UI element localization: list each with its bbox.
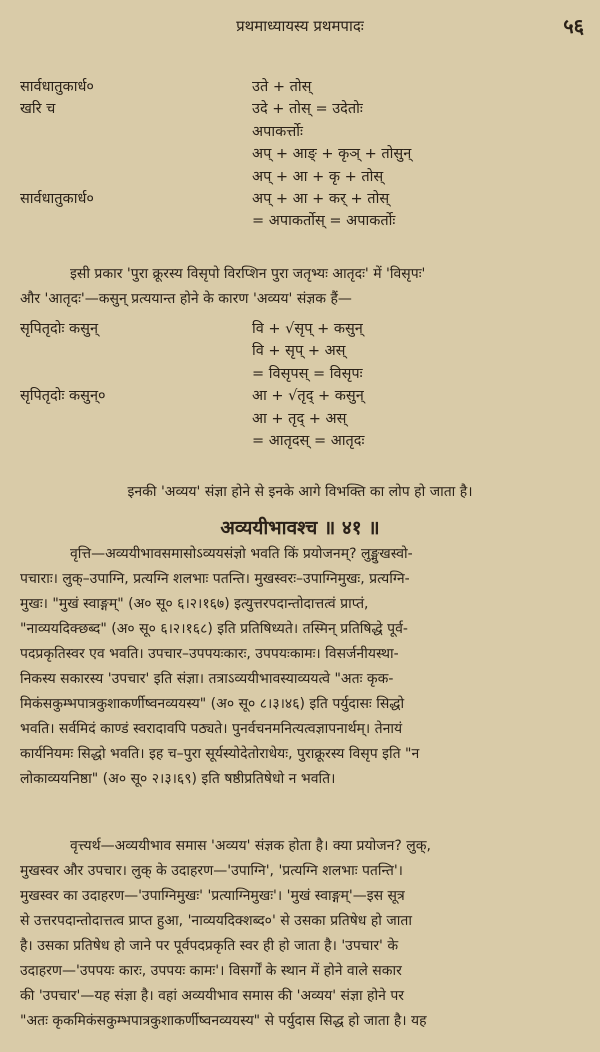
derivation-form: वि + √सृप् + कसुन् [252, 321, 363, 337]
derivation-form: = आतृदस् = आतृदः [252, 432, 365, 449]
text-line: वृत्त्यर्थ—अव्ययीभाव समास 'अव्यय' संज्ञक होता है। क्या प्रयोजन? लुक्, [70, 838, 431, 854]
text-line: से उत्तरपदान्तोदात्तत्व प्राप्त हुआ, 'नाव्ययदिक्शब्द०' से उसका प्रतिषेध हो जाता [20, 913, 412, 929]
text-line: कार्यनियमः सिद्धो भवति। इह च–पुरा सूर्यस्योदेतोराधेयः, पुराक्रूरस्य विसृप इति "न [20, 746, 420, 762]
derivation-row [20, 188, 590, 210]
vritti-paragraph [20, 542, 580, 792]
text-line: निकस्य सकारस्य 'उपचार' इति संज्ञा। तत्राऽव्ययीभावस्याव्ययत्वे "अतः कृक- [20, 671, 394, 687]
text-line: उदाहरण—'उपपयः कारः, उपपयः कामः'। विसर्गों के स्थान में होने वाले सकार [20, 963, 402, 979]
text-line: मिकंसकुम्भपात्रकुशाकर्णीष्वनव्ययस्य" (अ० सू० ८।३।४६) इति पर्युदासः सिद्धो [20, 696, 405, 712]
text-line: पचाराः। लुक्–उपाग्नि, प्रत्यग्नि शलभाः पतन्ति। मुखस्वरः–उपाग्निमुखः, प्रत्यग्नि- [20, 571, 410, 587]
text-line: और 'आतृदः'—कसुन् प्रत्ययान्त होने के कारण 'अव्यय' संज्ञक हैं— [20, 291, 352, 307]
derivation-row [20, 98, 590, 120]
derivation-form: अप् + आ + कर् + तोस् [252, 190, 390, 207]
derivation-row [20, 166, 590, 188]
derivation-row [20, 318, 590, 340]
text-line: मुखस्वर का उदाहरण—'उपाग्निमुखः' 'प्रत्याग्निमुखः'। 'मुखं स्वाङ्गम्'—इस सूत्र [20, 888, 405, 904]
derivation-form: आ + √तृद् + कसुन् [252, 388, 364, 405]
derivation-row [20, 430, 590, 452]
rule-label: सृपितृदोः कसुन् [20, 321, 99, 337]
intro-paragraph [20, 262, 580, 312]
derivation-form: = विसृपस् = विसृपः [252, 365, 363, 382]
rule-label: सृपितृदोः कसुन्० [20, 388, 106, 405]
page-number: ५६ [563, 14, 584, 38]
text-line: पदप्रकृतिस्वर एव भवति। उपचार–उपपयःकारः, उपपयःकामः। विसर्जनीयस्था- [20, 646, 399, 662]
text-line: मुखः। "मुखं स्वाङ्गम्" (अ० सू० ६।२।१६७) इत्युत्तरपदान्तोदात्तत्वं प्राप्तं, [20, 596, 369, 612]
derivation-form: आ + तृद् + अस् [252, 410, 347, 427]
text-line: लोकाव्ययनिष्ठा" (अ० सू० २।३।६९) इति षष्ठीप्रतिषेधो न भवति। [20, 771, 336, 787]
text-line: है। उसका प्रतिषेध हो जाने पर पूर्वपदप्रकृति स्वर ही हो जाता है। 'उपचार' के [20, 938, 399, 954]
text-line: "अतः कृकमिकंसकुम्भपात्रकुशाकर्णीष्वनव्ययस्य" से पर्युदास सिद्ध हो जाता है। यह [20, 1013, 427, 1029]
derivation-form: अपाकर्त्तोः [252, 123, 303, 140]
text-line: भवति। सर्वमिदं काण्डं स्वरादावपि पठ्यते। पुनर्वचनमनित्यत्वज्ञापनार्थम्। तेनायं [20, 721, 403, 737]
running-title: प्रथमाध्यायस्य प्रथमपादः [236, 17, 364, 35]
derivation-row [20, 385, 590, 407]
closing-line: इनकी 'अव्यय' संज्ञा होने से इनके आगे विभक्ति का लोप हो जाता है। [127, 484, 473, 500]
derivation-row [20, 340, 590, 362]
derivation-form: वि + सृप् + अस् [252, 343, 346, 360]
text-line: वृत्ति—अव्ययीभावसमासोऽव्ययसंज्ञो भवति किं प्रयोजनम्? लुङ्मुखस्वो- [70, 546, 413, 562]
derivation-form: उते + तोस् [252, 79, 312, 95]
derivation-block-1 [20, 76, 590, 233]
derivation-form: अप् + आङ् + कृञ् + तोसुन् [252, 146, 412, 163]
derivation-row [20, 363, 590, 385]
page-header [0, 0, 600, 46]
derivation-row [20, 76, 590, 98]
rule-label: सार्वधातुकार्ध० [20, 79, 94, 95]
sutra-title: अव्ययीभावश्च ॥ ४१ ॥ [220, 517, 380, 539]
text-line: मुखस्वर और उपचार। लुक् के उदाहरण—'उपाग्नि', 'प्रत्यग्नि शलभाः पतन्ति'। [20, 863, 403, 879]
derivation-row [20, 408, 590, 430]
rule-label: सार्वधातुकार्ध० [20, 190, 94, 207]
derivation-form: उदे + तोस् = उदेतोः [252, 101, 363, 118]
text-line: "नाव्ययदिक्छब्द" (अ० सू० ६।२।१६८) इति प्रतिषिध्यते। तस्मिन् प्रतिषिद्धे पूर्व- [20, 621, 408, 637]
derivation-row [20, 210, 590, 232]
derivation-form: = अपाकर्तोस् = अपाकर्तोः [252, 213, 396, 230]
vrittyartha-paragraph [20, 834, 580, 1034]
derivation-form: अप् + आ + कृ + तोस् [252, 168, 384, 185]
derivation-block-2 [20, 318, 590, 452]
text-line: इसी प्रकार 'पुरा क्रूरस्य विसृपो विरप्शिन पुरा जतृभ्यः आतृदः' में 'विसृपः' [70, 266, 426, 282]
derivation-row [20, 143, 590, 165]
derivation-row [20, 121, 590, 143]
text-line: की 'उपचार'—यह संज्ञा है। वहां अव्ययीभाव समास की 'अव्यय' संज्ञा होने पर [20, 988, 404, 1004]
rule-label: खरि च [20, 101, 56, 118]
